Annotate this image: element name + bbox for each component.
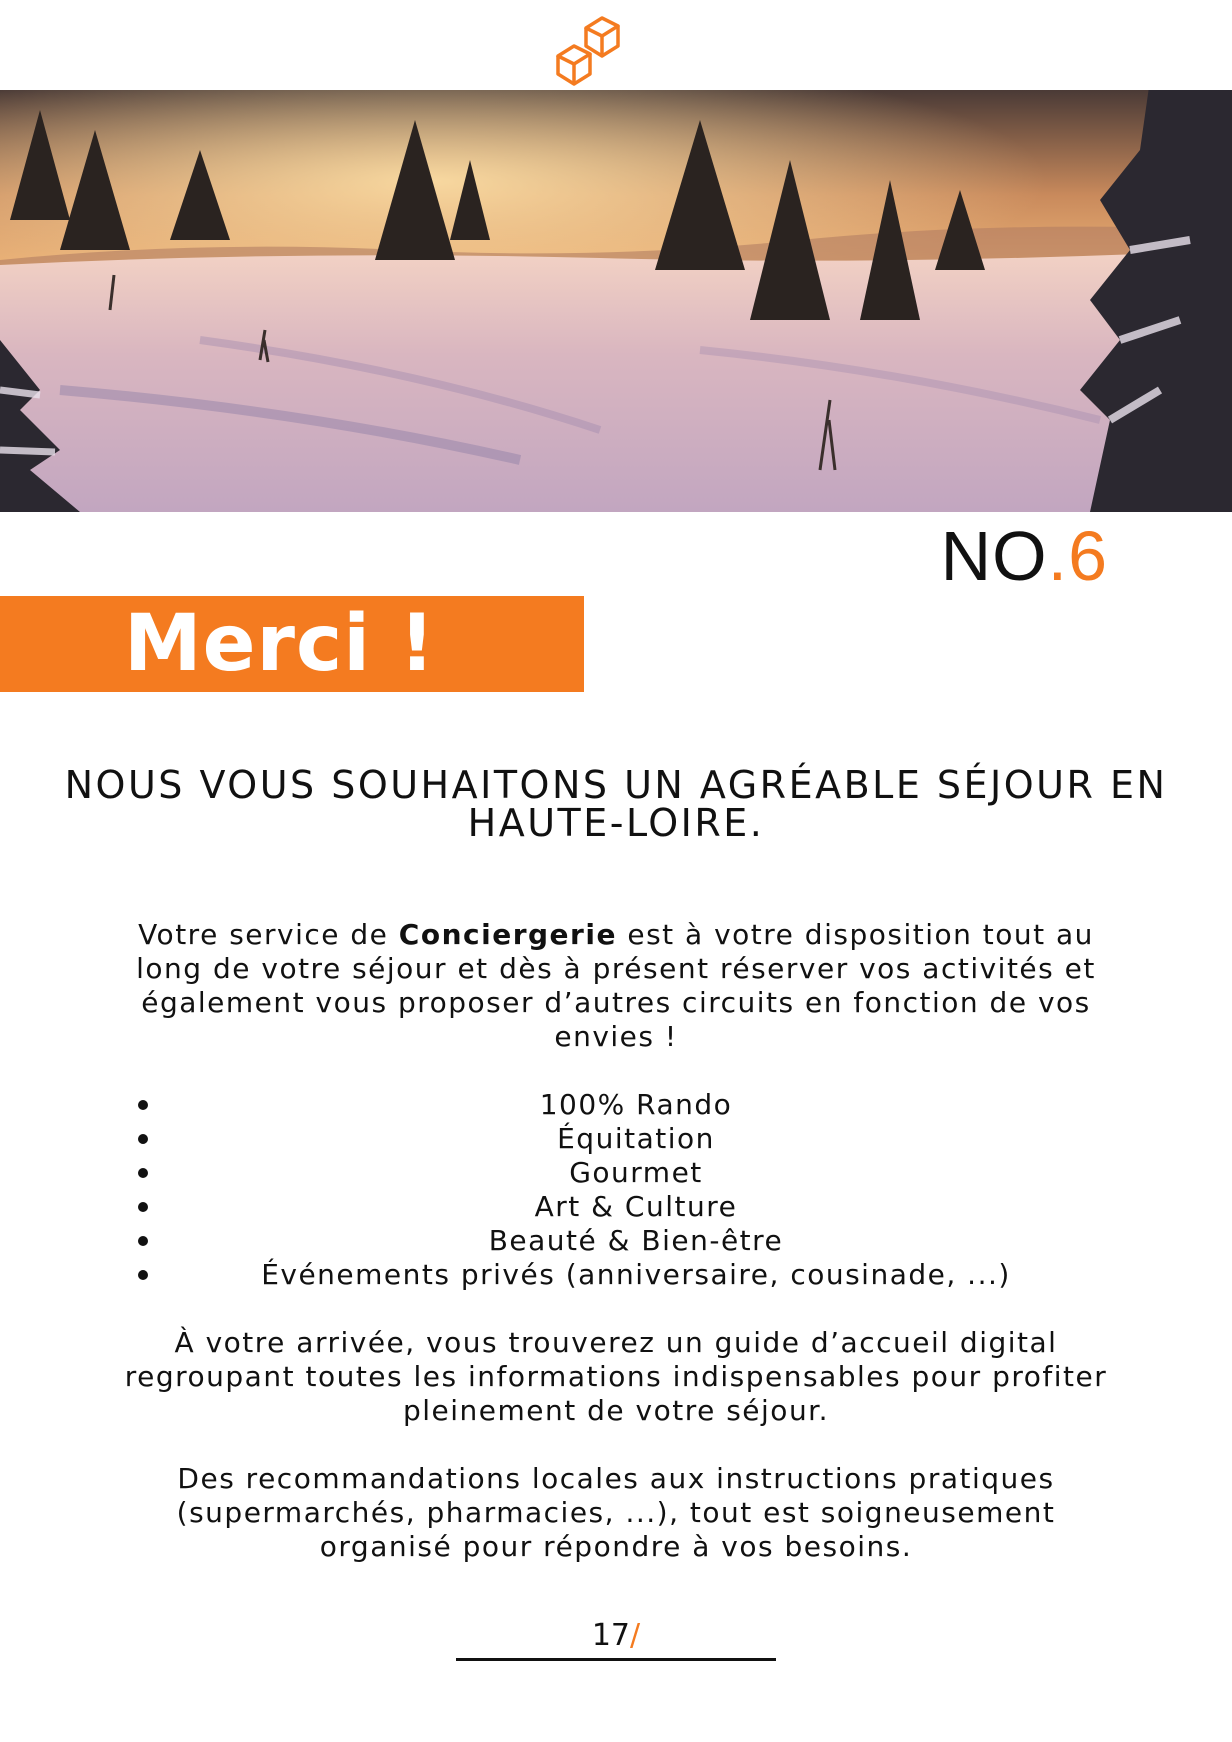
bullet-icon: [138, 1134, 148, 1144]
chapter-number: [941, 516, 1108, 596]
intro-after: est à votre disposition tout au long de votre séjour et dès à présent réserver vos activités et également vous proposer d’autres circuits en fonction de vos envies !: [136, 918, 1096, 1053]
page-number-value: 17: [591, 1618, 631, 1653]
title-banner: [0, 596, 584, 692]
chapter-dot: .: [1047, 517, 1069, 595]
intro-bold: Conciergerie: [398, 918, 617, 951]
list-item: Équitation: [110, 1122, 1122, 1156]
page-title: Merci !: [124, 599, 436, 689]
intro-before: Votre service de: [138, 918, 399, 951]
page-number-underline: [456, 1658, 776, 1661]
list-item: Gourmet: [110, 1156, 1122, 1190]
bullet-icon: [138, 1168, 148, 1178]
recommendations-paragraph: Des recommandations locales aux instructions pratiques (supermarchés, pharmacies, ...), tout est soigneusement organisé pour répondre à vos besoins.: [176, 1462, 1056, 1563]
bullet-icon: [138, 1270, 148, 1280]
bullet-icon: [138, 1202, 148, 1212]
page-number: [456, 1618, 776, 1654]
list-item: Art & Culture: [110, 1190, 1122, 1224]
bullet-icon: [138, 1100, 148, 1110]
list-item: Beauté & Bien-être: [110, 1224, 1122, 1258]
list-item: 100% Rando: [110, 1088, 1122, 1122]
chapter-digit: 6: [1068, 517, 1108, 595]
list-item: Événements privés (anniversaire, cousinade, ...): [110, 1258, 1122, 1292]
hero-winter-landscape-image: [0, 90, 1232, 512]
headline: NOUS VOUS SOUHAITONS UN AGRÉABLE SÉJOUR EN HAUTE-LOIRE.: [64, 763, 1168, 845]
arrival-paragraph: À votre arrivée, vous trouverez un guide d’accueil digital regroupant toutes les informations indispensables pour profiter pleinement de votre séjour.: [124, 1326, 1108, 1427]
activities-list: [110, 1088, 1122, 1292]
bullet-icon: [138, 1236, 148, 1246]
page-number-slash: /: [630, 1618, 641, 1653]
orange-cubes-logo-icon: [552, 8, 628, 88]
chapter-prefix: NO: [940, 517, 1048, 595]
intro-paragraph: [110, 918, 1122, 1054]
